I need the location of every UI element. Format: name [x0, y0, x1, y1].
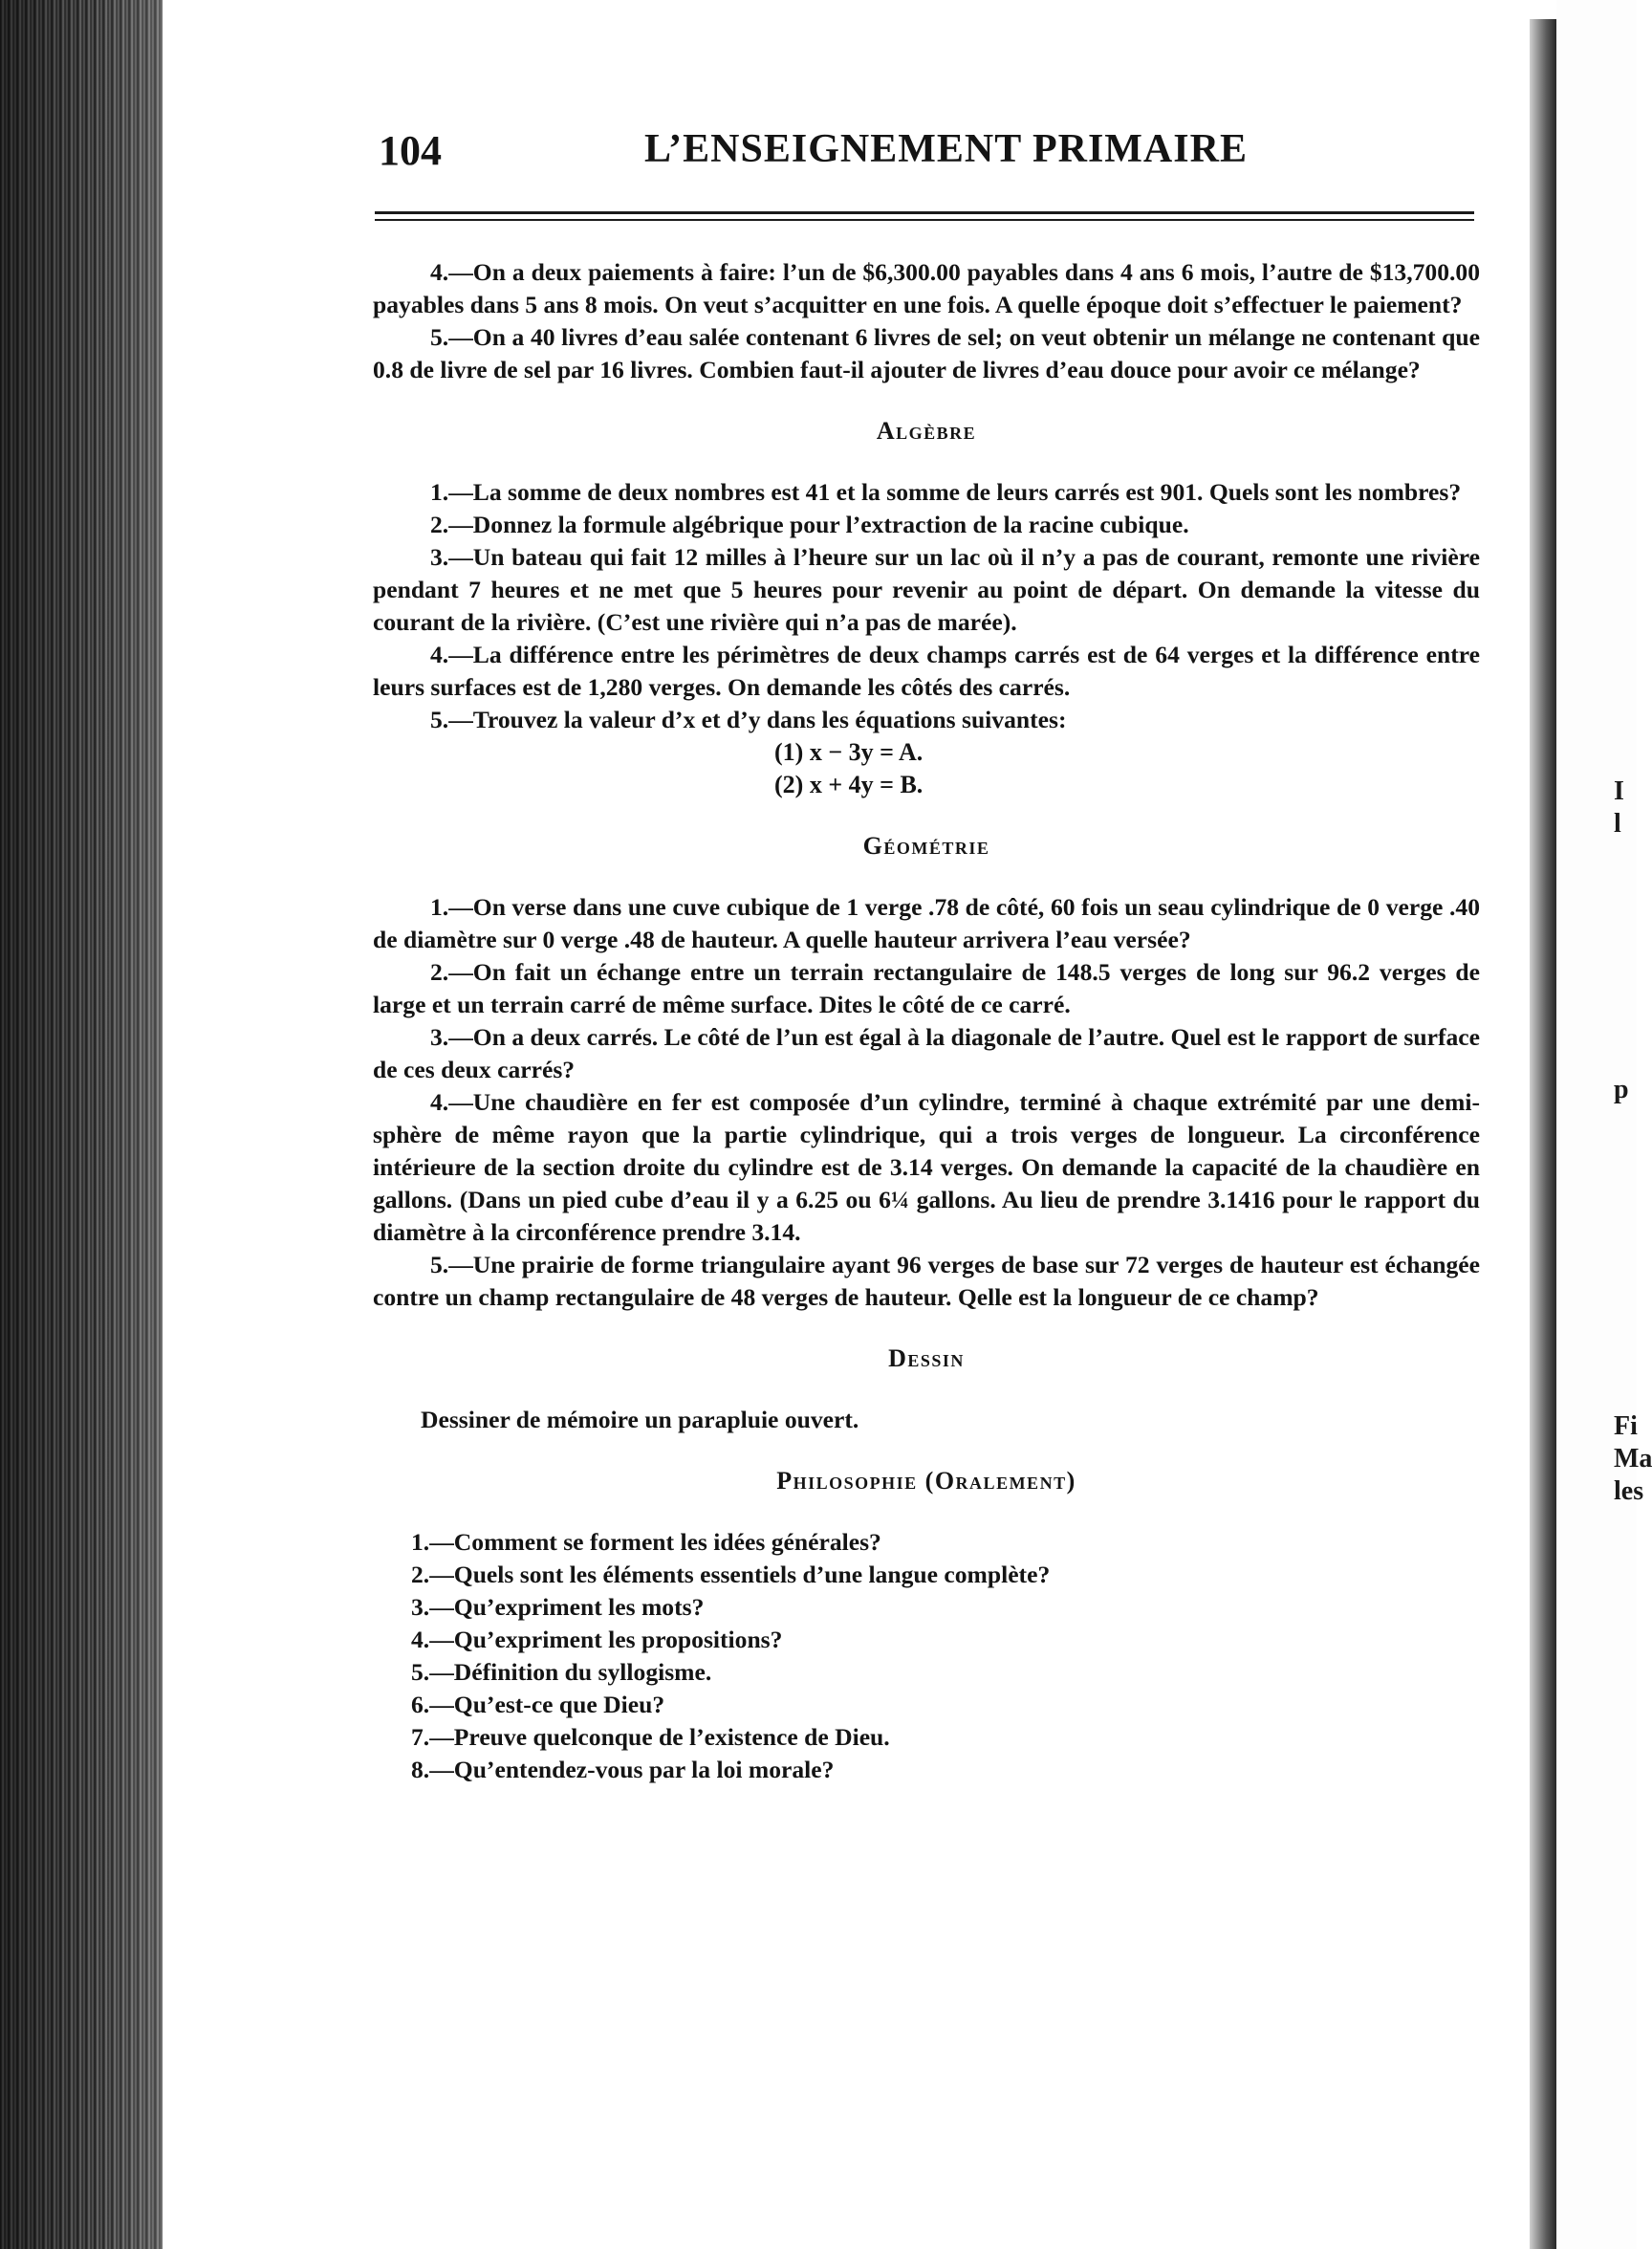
algebra-question: 5.—Trouvez la valeur d’x et d’y dans les équations suivantes:: [430, 706, 1067, 733]
philosophy-question: 5.—Définition du syllogisme.: [411, 1658, 712, 1686]
header-rule: [375, 219, 1474, 221]
equation-1: (1) x − 3y = A.: [774, 738, 924, 766]
drawing-task: Dessiner de mémoire un parapluie ouvert.: [421, 1406, 859, 1433]
facing-page-fragment: l: [1614, 809, 1621, 839]
facing-page-fragment: Fi: [1614, 1411, 1638, 1441]
algebra-section: [373, 415, 1480, 801]
running-title: L’ENSEIGNEMENT PRIMAIRE: [644, 127, 1248, 171]
arithmetic-section: [373, 256, 1480, 386]
section-heading-philosophy: Philosophie (Oralement): [776, 1467, 1076, 1495]
algebra-question: 2.—Donnez la formule algébrique pour l’extraction de la racine cubique.: [430, 511, 1189, 538]
algebra-question: 3.—Un bateau qui fait 12 milles à l’heure sur un lac où il n’y a pas de courant, remonte une rivière pendant 7 heures et ne met que 5 heures pour revenir au point de départ. On demande la vitesse du courant de la rivière. (C’est une rivière qui n’a pas de marée).: [373, 543, 1480, 636]
drawing-section: [373, 1343, 1480, 1436]
geometry-question: 4.—Une chaudière en fer est composée d’un cylindre, terminé à chaque extrémité par une demi-sphère de même rayon que la partie cylindrique, qui a trois verges de longueur. La circonférence intérieure de la section droite du cylindre est de 3.14 verges. On demande la capacité de la chaudière en gallons. (Dans un pied cube d’eau il y a 6.25 ou 6¼ gallons. Au lieu de prendre 3.1416 pour le rapport du diamètre à la circonférence prendre 3.14.: [373, 1088, 1480, 1246]
book-page-edges: [0, 0, 163, 2249]
arithmetic-question: 5.—On a 40 livres d’eau salée contenant 6 livres de sel; on veut obtenir un mélange ne contenant que 0.8 de livre de sel par 16 livres. Combien faut-il ajouter de livres d’eau douce pour avoir ce mélange?: [373, 323, 1480, 383]
philosophy-question: 4.—Qu’expriment les propositions?: [411, 1626, 783, 1653]
arithmetic-question: 4.—On a deux paiements à faire: l’un de $6,300.00 payables dans 4 ans 6 mois, l’autre de $13,700.00 payables dans 5 ans 8 mois. On veut s’acquitter en une fois. A quelle époque doit s’effectuer le paiement?: [373, 258, 1480, 318]
philosophy-question: 7.—Preuve quelconque de l’existence de Dieu.: [411, 1723, 890, 1751]
section-heading-drawing: Dessin: [888, 1344, 965, 1372]
header-rule: [375, 211, 1474, 214]
algebra-question: 4.—La différence entre les périmètres de deux champs carrés est de 64 verges et la différence entre leurs surfaces est de 1,280 verges. On demande les côtés des carrés.: [373, 641, 1480, 701]
facing-page-fragment: p: [1614, 1075, 1629, 1104]
philosophy-question: 8.—Qu’entendez-vous par la loi morale?: [411, 1756, 835, 1783]
equation-2: (2) x + 4y = B.: [774, 771, 924, 798]
facing-page-fragment: les: [1614, 1476, 1644, 1506]
geometry-question: 3.—On a deux carrés. Le côté de l’un est égal à la diagonale de l’autre. Quel est le rapport de surface de ces deux carrés?: [373, 1023, 1480, 1083]
geometry-question: 2.—On fait un échange entre un terrain rectangulaire de 148.5 verges de long sur 96.2 verges de large et un terrain carré de même surface. Dites le côté de ce carré.: [373, 958, 1480, 1018]
facing-page-strip: [1556, 0, 1652, 2249]
philosophy-section: [373, 1465, 1480, 1786]
philosophy-question: 2.—Quels sont les éléments essentiels d’une langue complète?: [411, 1561, 1051, 1588]
section-heading-geometry: Géométrie: [862, 832, 990, 860]
geometry-section: [373, 830, 1480, 1314]
section-heading-algebra: Algèbre: [876, 417, 977, 445]
philosophy-question-list: [373, 1526, 1480, 1786]
algebra-question: 1.—La somme de deux nombres est 41 et la somme de leurs carrés est 901. Quels sont les nombres?: [430, 478, 1462, 506]
philosophy-question: 3.—Qu’expriment les mots?: [411, 1593, 705, 1621]
page-number: 104: [379, 127, 442, 174]
philosophy-question: 6.—Qu’est-ce que Dieu?: [411, 1691, 665, 1718]
geometry-question: 1.—On verse dans une cuve cubique de 1 verge .78 de côté, 60 fois un seau cylindrique de 0 verge .40 de diamètre sur 0 verge .48 de hauteur. A quelle hauteur arrivera l’eau versée?: [373, 893, 1480, 953]
page-body: [373, 256, 1480, 1786]
facing-page-fragment: Ma: [1614, 1444, 1652, 1474]
geometry-question: 5.—Une prairie de forme triangulaire ayant 96 verges de base sur 72 verges de hauteur est échangée contre un champ rectangulaire de 48 verges de hauteur. Qelle est la longueur de ce champ?: [373, 1251, 1480, 1311]
facing-page-fragment: I: [1614, 776, 1624, 806]
philosophy-question: 1.—Comment se forment les idées générales?: [411, 1528, 881, 1556]
